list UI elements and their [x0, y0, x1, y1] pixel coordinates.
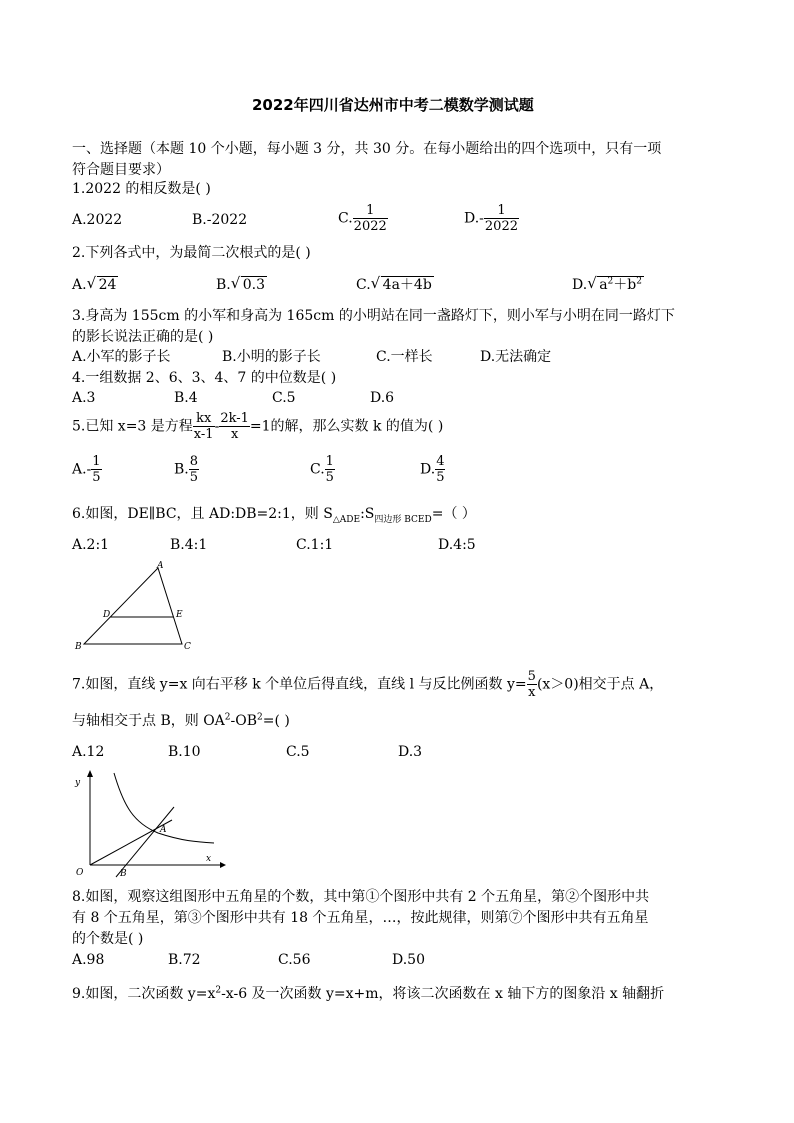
q6-option-a: A.2:1 [72, 537, 110, 553]
q6-option-b: B.4:1 [170, 537, 208, 553]
q3-option-a: A.小军的影子长 [72, 349, 171, 365]
q4-option-c: C.5 [272, 390, 296, 406]
q8-line-3: 的个数是( ) [72, 931, 144, 947]
q8-line-2: 有 8 个五角星，第③个图形中共有 18 个五角星，…，按此规律，则第⑦个图形中共有五角星 [72, 910, 649, 926]
q6-stem: 6.如图，DE∥BC，且 AD:DB=2:1，则 $S_{\triangle ADE}:S_{四边形 BCED}=$（ ） [72, 506, 476, 525]
triangle-abc [84, 568, 182, 644]
page-title: 2022年四川省达州市中考二模数学测试题 [252, 96, 534, 114]
q8-line-1: 8.如图，观察这组图形中五角星的个数，其中第①个图形中共有 2 个五角星，第②个图形中共 [72, 889, 650, 905]
q7-line-2: 与轴相交于点 B，则 $OA^2-OB^2=$( ) [72, 712, 290, 729]
q2-option-c: C. √ 4a＋4b [356, 274, 432, 293]
q1-stem: 1.2022 的相反数是( ) [72, 181, 211, 197]
q9-stem: 9.如图，二次函数 $y=x^2-x-6$ 及一次函数 y=x+m，将该二次函数在 x 轴下方的图象沿 x 轴翻折 [72, 985, 665, 1002]
q8-option-c: C.56 [278, 952, 311, 968]
q3-option-b: B.小明的影子长 [222, 349, 321, 365]
q6-option-d: D.4:5 [438, 537, 476, 553]
y-arrow-icon [87, 770, 93, 777]
q4-option-d: D.6 [370, 390, 395, 406]
q5-stem: 5.已知 x=3 是方程 $\frac{kx}{x-1}$ - $\frac{2k-1}{x}$ =1的解，那么实数 k 的值为( ) [72, 411, 444, 442]
q2-option-a: A. √ 24 [72, 274, 117, 293]
section-header-line-2: 符合题目要求） [72, 162, 170, 178]
q2-option-b: B. √ 0.3 [216, 274, 266, 293]
label-e: E [176, 610, 183, 620]
label-b: B [75, 642, 82, 652]
q3-line-1: 3.身高为 155cm 的小军和身高为 165cm 的小明站在同一盏路灯下，则小军与小明在同一路灯下 [72, 308, 675, 324]
x-arrow-icon [220, 862, 226, 868]
q3-option-d: D.无法确定 [480, 349, 552, 365]
fraction: $\frac{8}{5}$ [189, 454, 199, 485]
q8-option-d: D.50 [392, 952, 425, 968]
fraction: $\frac{5}{x}$ [527, 669, 536, 700]
fraction: $\frac{1}{2022}$ [484, 203, 518, 234]
q1-option-a: A.2022 [72, 212, 123, 228]
q2-option-d: D. √ $a^2+b^2$ [572, 274, 642, 293]
label-d: D [103, 610, 111, 620]
q1-option-d: D.- $\frac{1}{2022}$ [464, 203, 518, 234]
q4-stem: 4.一组数据 2、6、3、4、7 的中位数是( ) [72, 370, 337, 386]
sqrt-icon: √ 0.3 [230, 274, 266, 293]
label-c: C [184, 642, 191, 652]
q4-option-a: A.3 [72, 390, 96, 406]
q8-option-a: A.98 [72, 952, 105, 968]
label-o: O [76, 868, 84, 878]
q5-option-b: B. $\frac{8}{5}$ [174, 454, 199, 485]
sqrt-icon: √ 4a＋4b [370, 274, 432, 293]
q3-option-c: C.一样长 [376, 349, 433, 365]
fraction: $\frac{2k-1}{x}$ [220, 411, 249, 442]
fraction: $\frac{4}{5}$ [436, 454, 445, 485]
q5-option-c: C. $\frac{1}{5}$ [310, 454, 334, 485]
label-a: A [160, 825, 167, 835]
label-x: x [206, 854, 212, 864]
section-header-line-1: 一、选择题（本题 10 个小题，每小题 3 分，共 30 分。在每小题给出的四个选项中，只有一项 [72, 141, 662, 157]
label-b: B [120, 869, 127, 879]
graph-figure [72, 765, 232, 885]
q7-option-b: B.10 [168, 744, 201, 760]
q1-option-b: B.-2022 [192, 212, 248, 228]
label-y: y [75, 778, 81, 788]
fraction: $\frac{1}{2022}$ [353, 203, 387, 234]
sqrt-icon: √ $a^2+b^2$ [587, 274, 642, 293]
q5-option-a: A.- $\frac{1}{5}$ [72, 454, 101, 485]
q4-option-b: B.4 [174, 390, 198, 406]
triangle-figure [72, 560, 202, 655]
label-a: A [157, 561, 164, 571]
q7-option-a: A.12 [72, 744, 105, 760]
q7-option-c: C.5 [286, 744, 310, 760]
q3-line-2: 的影长说法正确的是( ) [72, 329, 214, 345]
q6-option-c: C.1:1 [296, 537, 334, 553]
fraction: $\frac{1}{5}$ [92, 454, 101, 485]
q5-option-d: D. $\frac{4}{5}$ [420, 454, 445, 485]
fraction: $\frac{1}{5}$ [325, 454, 334, 485]
q2-stem: 2.下列各式中，为最简二次根式的是( ) [72, 245, 311, 261]
q1-option-c: C. $\frac{1}{2022}$ [338, 203, 387, 234]
sqrt-icon: √ 24 [86, 274, 117, 293]
q7-stem: 7.如图，直线 y=x 向右平移 k 个单位后得直线，直线 l 与反比例函数 y= $\frac{5}{x}$ (x＞0)相交于点 A， [72, 669, 664, 700]
line-l [116, 807, 174, 877]
q7-option-d: D.3 [398, 744, 423, 760]
q8-option-b: B.72 [168, 952, 201, 968]
fraction: $\frac{kx}{x-1}$ [193, 411, 214, 442]
